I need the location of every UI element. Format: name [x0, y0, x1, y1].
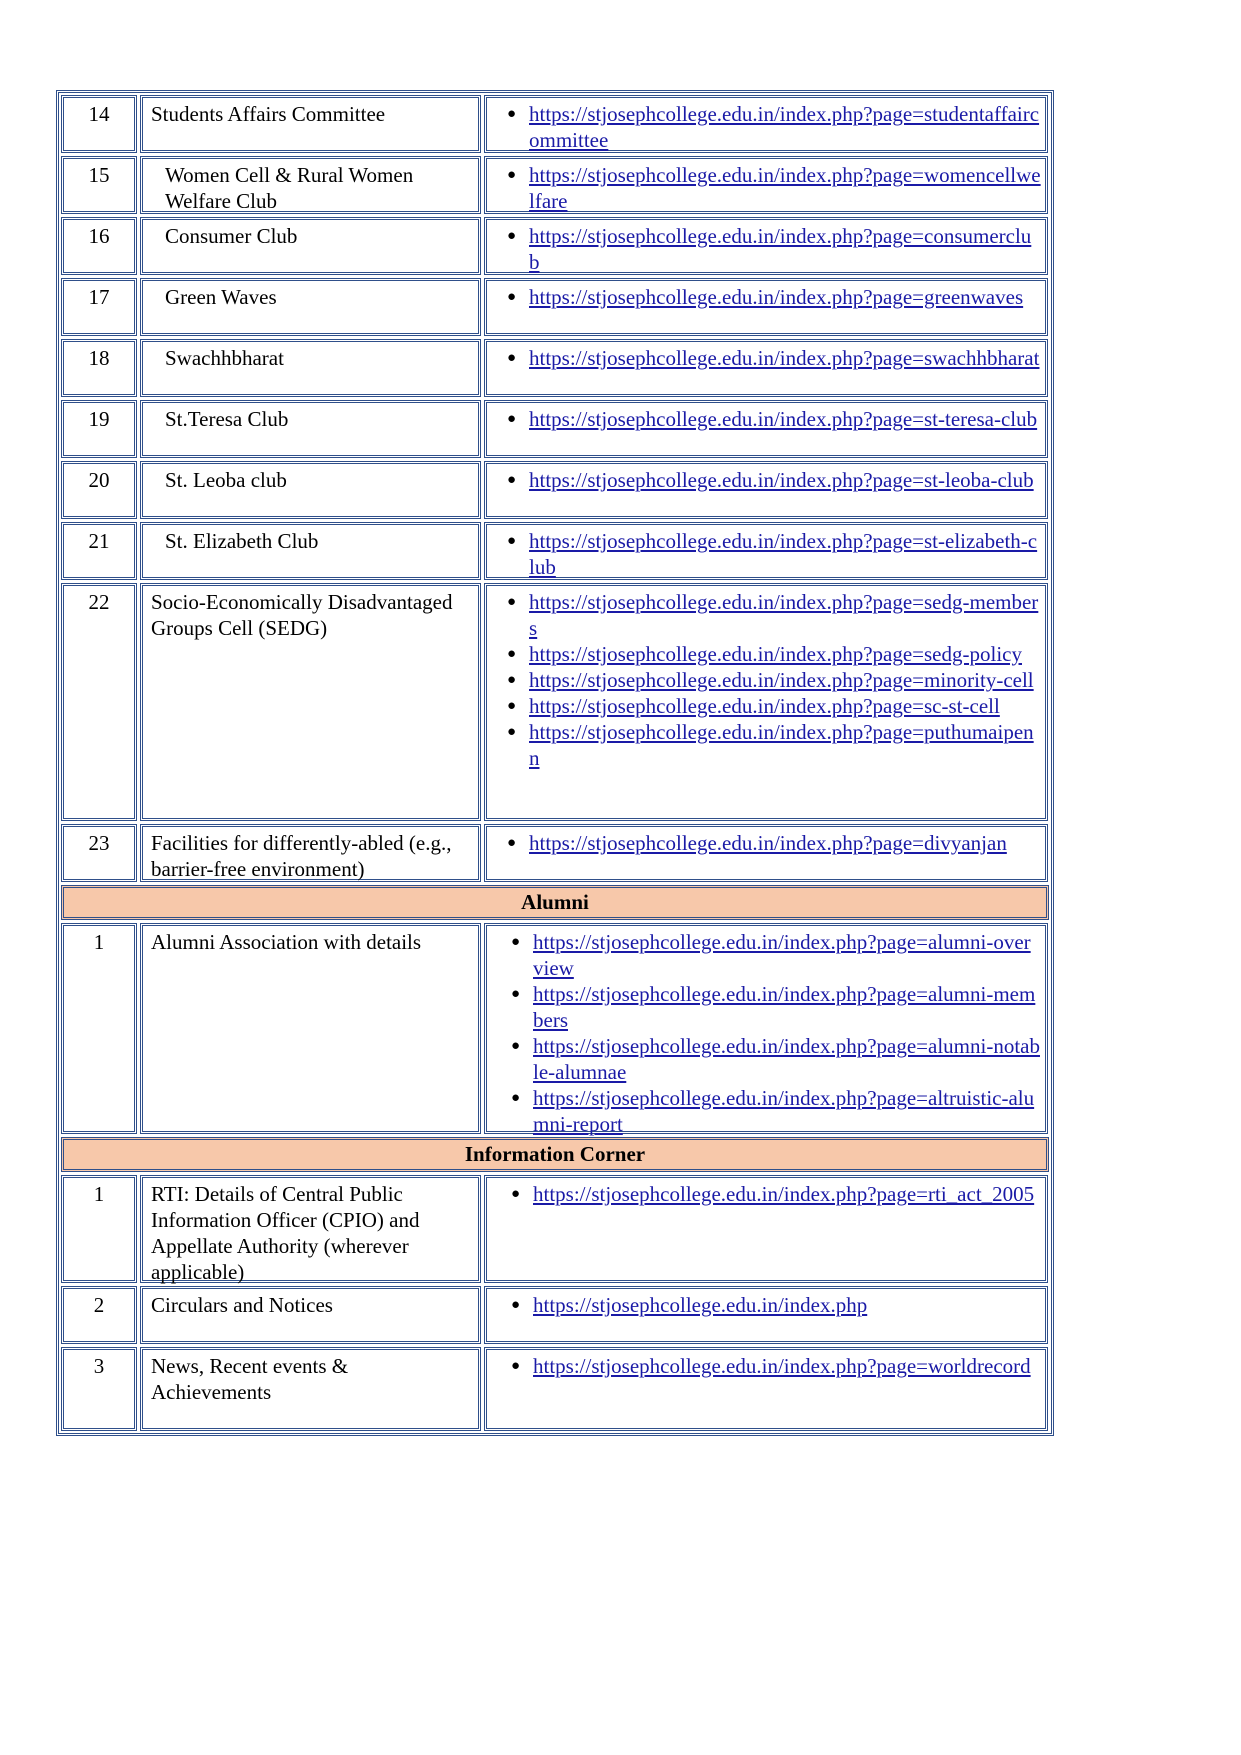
table-row — [61, 156, 1049, 214]
list-item — [493, 641, 1041, 667]
row-links — [484, 1286, 1048, 1344]
row-item: Circulars and Notices — [140, 1286, 481, 1344]
list-item — [493, 929, 1041, 981]
row-links — [484, 923, 1048, 1134]
url-link[interactable]: https://stjosephcollege.edu.in/index.php?page=divyanjan — [529, 831, 1007, 855]
list-item — [493, 981, 1041, 1033]
url-link[interactable]: https://stjosephcollege.edu.in/index.php?page=greenwaves — [529, 285, 1024, 309]
row-links — [484, 583, 1048, 821]
row-number: 3 — [61, 1347, 137, 1431]
row-links — [484, 1347, 1048, 1431]
section-header-row — [61, 1137, 1049, 1172]
url-link[interactable]: https://stjosephcollege.edu.in/index.php?page=womencellwelfare — [529, 163, 1041, 213]
url-link[interactable]: https://stjosephcollege.edu.in/index.php?page=st-teresa-club — [529, 407, 1038, 431]
row-item: Green Waves — [140, 278, 481, 336]
row-item: Women Cell & Rural Women Welfare Club — [140, 156, 481, 214]
table-row — [61, 1347, 1049, 1431]
row-links — [484, 278, 1048, 336]
section-heading-information-corner: Information Corner — [61, 1137, 1049, 1172]
row-number: 20 — [61, 461, 137, 519]
row-item: Alumni Association with details — [140, 923, 481, 1134]
list-item — [493, 101, 1041, 153]
list-item — [493, 162, 1041, 214]
list-item — [493, 406, 1041, 432]
url-link[interactable]: https://stjosephcollege.edu.in/index.php?page=st-leoba-club — [529, 468, 1034, 492]
table-row — [61, 217, 1049, 275]
url-link[interactable]: https://stjosephcollege.edu.in/index.php?page=alumni-overview — [533, 930, 1031, 980]
url-link[interactable]: https://stjosephcollege.edu.in/index.php?page=consumerclub — [529, 224, 1032, 274]
list-item — [493, 1085, 1041, 1137]
row-item: Facilities for differently-abled (e.g., barrier-free environment) — [140, 824, 481, 882]
url-link[interactable]: https://stjosephcollege.edu.in/index.php?page=puthumaipenn — [529, 720, 1034, 770]
row-number: 2 — [61, 1286, 137, 1344]
row-links — [484, 824, 1048, 882]
list-item — [493, 345, 1041, 371]
list-item — [493, 830, 1041, 856]
row-number: 23 — [61, 824, 137, 882]
list-item — [493, 719, 1041, 771]
list-item — [493, 528, 1041, 580]
list-item — [493, 284, 1041, 310]
table-row — [61, 522, 1049, 580]
row-links — [484, 1175, 1048, 1283]
row-number: 18 — [61, 339, 137, 397]
row-number: 16 — [61, 217, 137, 275]
list-item — [493, 693, 1041, 719]
row-item: St.Teresa Club — [140, 400, 481, 458]
list-item — [493, 1033, 1041, 1085]
row-links — [484, 522, 1048, 580]
row-links — [484, 156, 1048, 214]
row-links — [484, 217, 1048, 275]
table-row — [61, 1286, 1049, 1344]
url-link[interactable]: https://stjosephcollege.edu.in/index.php?page=swachhbharat — [529, 346, 1040, 370]
row-item: St. Elizabeth Club — [140, 522, 481, 580]
url-link[interactable]: https://stjosephcollege.edu.in/index.php?page=sc-st-cell — [529, 694, 1000, 718]
list-item — [493, 589, 1041, 641]
row-item: Socio-Economically Disadvantaged Groups Cell (SEDG) — [140, 583, 481, 821]
url-link[interactable]: https://stjosephcollege.edu.in/index.php?page=sedg-policy — [529, 642, 1022, 666]
row-number: 1 — [61, 923, 137, 1134]
table-row — [61, 278, 1049, 336]
row-number: 19 — [61, 400, 137, 458]
list-item — [493, 1181, 1041, 1207]
url-link[interactable]: https://stjosephcollege.edu.in/index.php?page=worldrecord — [533, 1354, 1031, 1378]
row-links — [484, 400, 1048, 458]
list-item — [493, 1353, 1041, 1379]
row-number: 14 — [61, 95, 137, 153]
row-links — [484, 461, 1048, 519]
url-link[interactable]: https://stjosephcollege.edu.in/index.php?page=sedg-members — [529, 590, 1039, 640]
list-item — [493, 1292, 1041, 1318]
table-row — [61, 824, 1049, 882]
url-link[interactable]: https://stjosephcollege.edu.in/index.php?page=alumni-members — [533, 982, 1036, 1032]
row-links — [484, 95, 1048, 153]
row-item: St. Leoba club — [140, 461, 481, 519]
table-row — [61, 461, 1049, 519]
list-item — [493, 223, 1041, 275]
list-item — [493, 467, 1041, 493]
row-item: Swachhbharat — [140, 339, 481, 397]
row-item: News, Recent events & Achievements — [140, 1347, 481, 1431]
url-link[interactable]: https://stjosephcollege.edu.in/index.php?page=studentaffaircommittee — [529, 102, 1040, 152]
row-number: 1 — [61, 1175, 137, 1283]
row-number: 17 — [61, 278, 137, 336]
table-row — [61, 339, 1049, 397]
table-row — [61, 923, 1049, 1134]
row-number: 15 — [61, 156, 137, 214]
row-links — [484, 339, 1048, 397]
url-link[interactable]: https://stjosephcollege.edu.in/index.php?page=rti_act_2005 — [533, 1182, 1035, 1206]
links-table — [56, 90, 1054, 1436]
url-link[interactable]: https://stjosephcollege.edu.in/index.php?page=minority-cell — [529, 668, 1034, 692]
section-header-row — [61, 885, 1049, 920]
row-item: Consumer Club — [140, 217, 481, 275]
table-row — [61, 1175, 1049, 1283]
section-heading-alumni: Alumni — [61, 885, 1049, 920]
row-number: 21 — [61, 522, 137, 580]
url-link[interactable]: https://stjosephcollege.edu.in/index.php?page=st-elizabeth-club — [529, 529, 1038, 579]
row-item: RTI: Details of Central Public Information Officer (CPIO) and Appellate Authority (wherever applicable) — [140, 1175, 481, 1283]
url-link[interactable]: https://stjosephcollege.edu.in/index.php?page=alumni-notable-alumnae — [533, 1034, 1040, 1084]
list-item — [493, 667, 1041, 693]
row-item: Students Affairs Committee — [140, 95, 481, 153]
table-row — [61, 95, 1049, 153]
url-link[interactable]: https://stjosephcollege.edu.in/index.php — [533, 1293, 868, 1317]
row-number: 22 — [61, 583, 137, 821]
table-row — [61, 583, 1049, 821]
table-row — [61, 400, 1049, 458]
url-link[interactable]: https://stjosephcollege.edu.in/index.php?page=altruistic-alumni-report — [533, 1086, 1035, 1136]
